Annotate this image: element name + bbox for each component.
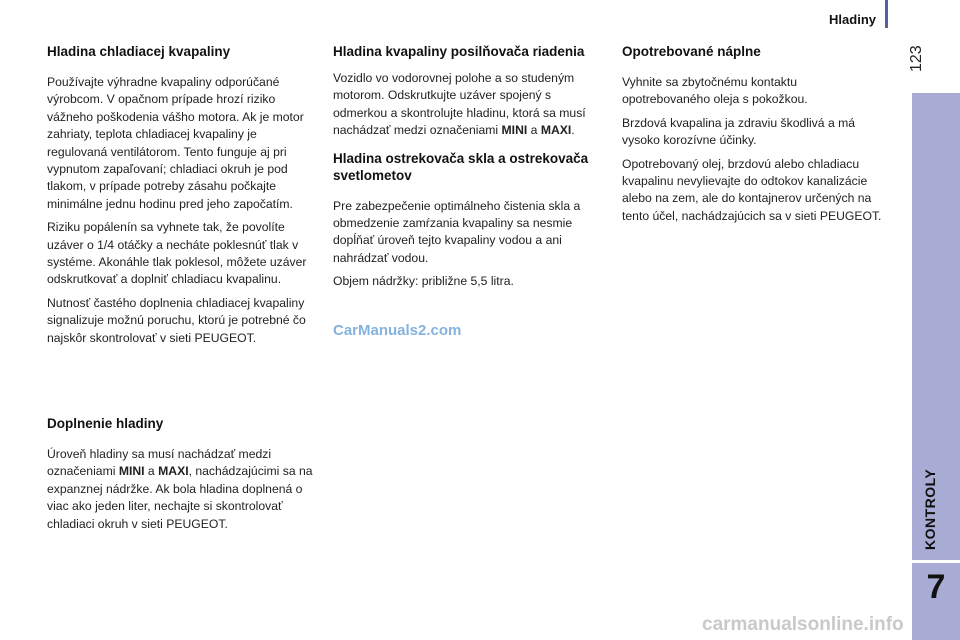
text-fragment: Úroveň hladiny sa musí nachádzať medzi označeniami [47,447,272,479]
column-steering-washer [333,43,605,297]
section-title-washer: Hladina ostrekovača skla a ostrekovača svetlometov [333,150,589,183]
page-number: 123 [908,45,925,72]
header-rule [885,0,888,28]
paragraph: Nutnosť častého doplnenia chladiacej kvapaliny signalizuje možnú poruchu, ktorú je potrebné čo najskôr skontrolovať v sieti PEUGEOT. [47,295,306,345]
section-title-coolant-level: Hladina chladiacej kvapaliny [47,44,231,59]
paragraph: Objem nádržky: približne 5,5 litra. [333,274,514,289]
section-title-refill: Doplnenie hladiny [47,416,164,431]
watermark-footer: carmanualsonline.info [702,614,904,635]
section-title-used-fluids: Opotrebované náplne [622,44,761,59]
keyword-maxi: MAXI [158,464,189,479]
column-refill [47,415,319,539]
keyword-mini: MINI [501,123,528,138]
paragraph: Riziku popálenín sa vyhnete tak, že povolíte uzáver o 1/4 otáčky a necháte poklesnúť tlak v systéme. Akonáhle tlak poklesol, môžete uzáver odskrutkovať a doplniť chladiacu kvapalinu. [47,220,307,287]
section-label: KONTROLY [922,468,938,550]
watermark-link[interactable]: CarManuals2.com [333,322,462,339]
keyword-mini: MINI [118,464,145,479]
paragraph: Brzdová kvapalina ja zdraviu škodlivá a má vysoko korozívne účinky. [622,115,856,148]
column-used-fluids [622,43,887,231]
text-fragment: . [571,123,575,138]
paragraph: Vyhnite sa zbytočnému kontaktu opotrebovaného oleja s pokožkou. [622,75,808,107]
paragraph: Opotrebovaný olej, brzdovú alebo chladiacu kvapalinu nevylievajte do odtokov kanalizácie alebo na zem, ale do kontajnerov určených na tento účel, nachádzajúcich sa v sieti PEUGEOT. [622,156,882,223]
column-coolant [47,43,319,353]
section-title-power-steering: Hladina kvapaliny posilňovača riadenia [333,44,585,59]
paragraph-power-steering [333,70,605,140]
paragraph: Používajte výhradne kvapaliny odporúčané výrobcom. V opačnom prípade hrozí riziko vážneho poškodenia vášho motora. Ak je motor zahriaty, teplota chladiacej kvapaliny je regulovaná ventilátorom. Tento funguje aj pri vypnutom zapaľovaní; chladiaci okruh je pod tlakom, v prípade potreby zásahu počkajte minimálne jednu hodinu pred jeho započatím. [47,75,304,211]
keyword-maxi: MAXI [540,123,572,138]
text-fragment: , nachádzajúcimi sa na expanznej nádržke. Ak bola hladina doplnená o viac ako jeden liter, nechajte si skontrolovať chladiaci okruh v sieti PEUGEOT. [47,464,313,531]
chapter-number: 7 [926,568,946,606]
text-fragment: a [144,464,159,479]
text-fragment: Vozidlo vo vodorovnej polohe a so studeným motorom. Odskrutkujte uzáver spojený s odmerkou a skontrolujte hladinu, ktorá sa musí nachádzať medzi označeniami [333,71,586,138]
text-fragment: a [527,123,541,138]
page-header-title: Hladiny [829,12,876,27]
paragraph-refill [47,446,319,533]
paragraph: Pre zabezpečenie optimálneho čistenia skla a obmedzenie zamŕzania kvapaliny sa nesmie dopĺňať úroveň tejto kvapaliny vodou a ani nahrádzať vodou. [333,198,581,265]
